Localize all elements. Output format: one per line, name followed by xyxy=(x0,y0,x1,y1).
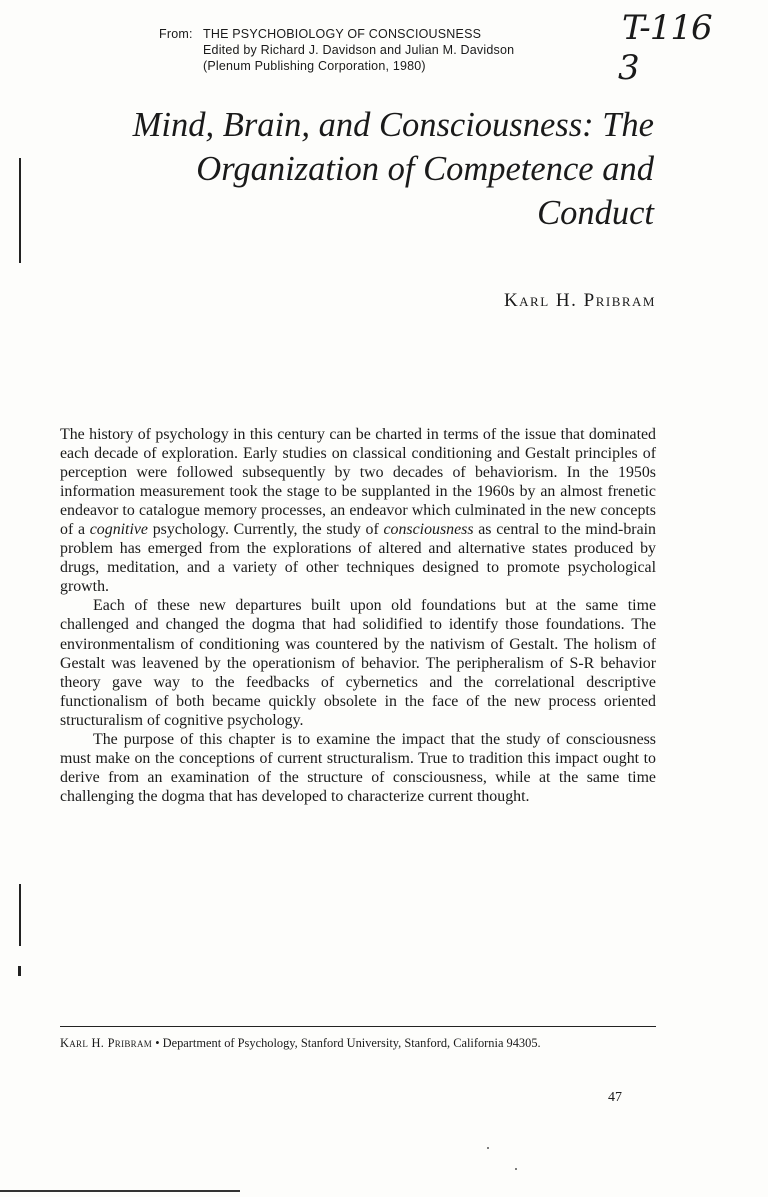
source-publisher: (Plenum Publishing Corporation, 1980) xyxy=(203,59,426,73)
margin-scan-mark xyxy=(18,966,21,976)
paragraph: The purpose of this chapter is to examine the impact that the study of consciousness must make on the conceptions of current structuralism. True to tradition this impact ought to derive from an examination of the structure of consciousness, while at the same time challenging the dogma that has developed to characterize current thought. xyxy=(60,730,656,805)
source-citation xyxy=(159,26,514,74)
paragraph: Each of these new departures built upon old foundations but at the same time challenged and changed the dogma that had solidified to identify those foundations. The environmentalism of conditioning was countered by the nativism of Gestalt. The holism of Gestalt was leavened by the operationism of behavior. The peripheralism of S-R behavior theory gave way to the feedbacks of cybernetics and the correlational descriptive functionalism of both became quickly obsolete in the face of the new process oriented structuralism of cognitive psychology. xyxy=(60,597,656,729)
source-book-title: THE PSYCHOBIOLOGY OF CONSCIOUSNESS xyxy=(203,27,482,41)
emphasis-cognitive: cognitive xyxy=(89,521,148,539)
title-line: Mind, Brain, and Consciousness: The xyxy=(132,106,654,144)
footnote-author: Karl H. Pribram xyxy=(60,1036,153,1050)
handwritten-archive-mark: T-116 xyxy=(622,8,712,48)
chapter-title xyxy=(54,103,654,235)
footnote xyxy=(60,1036,656,1051)
paragraph: The history of psychology in this century can be charted in terms of the issue that dominated each decade of exploration. Early studies on classical conditioning and Gestalt principles of perception were followed subsequently by two decades of behaviorism. In the 1950s information measurement took the stage to be supplanted in the 1960s by an almost frenetic endeavor to catalogue memory processes, an endeavor which culminated in the new concepts of a cognitive psychology. Currently, the study of consciousness as central to the mind-brain problem has emerged from the explorations of altered and alternative states produced by drugs, meditation, and a variety of other techniques designed to promote psychological growth. xyxy=(60,426,656,596)
source-from-label: From: xyxy=(159,27,193,41)
scan-edge-line xyxy=(0,1190,240,1192)
emphasis-consciousness: consciousness xyxy=(383,521,474,539)
margin-scan-mark xyxy=(19,884,21,946)
chapter-number: 3 xyxy=(618,48,640,88)
footnote-divider xyxy=(60,1026,656,1027)
page-number: 47 xyxy=(608,1090,622,1105)
body-text xyxy=(60,425,656,806)
chapter-author: Karl H. Pribram xyxy=(503,290,656,311)
footnote-bullet: • xyxy=(155,1036,160,1050)
footnote-affiliation: Department of Psychology, Stanford University, Stanford, California 94305. xyxy=(162,1036,541,1050)
title-line: Organization of Competence and xyxy=(196,150,654,188)
scan-speck xyxy=(487,1147,489,1149)
title-line: Conduct xyxy=(537,194,654,232)
source-editors: Edited by Richard J. Davidson and Julian M. Davidson xyxy=(203,43,515,57)
scan-speck xyxy=(515,1168,517,1170)
margin-scan-mark xyxy=(19,158,21,263)
